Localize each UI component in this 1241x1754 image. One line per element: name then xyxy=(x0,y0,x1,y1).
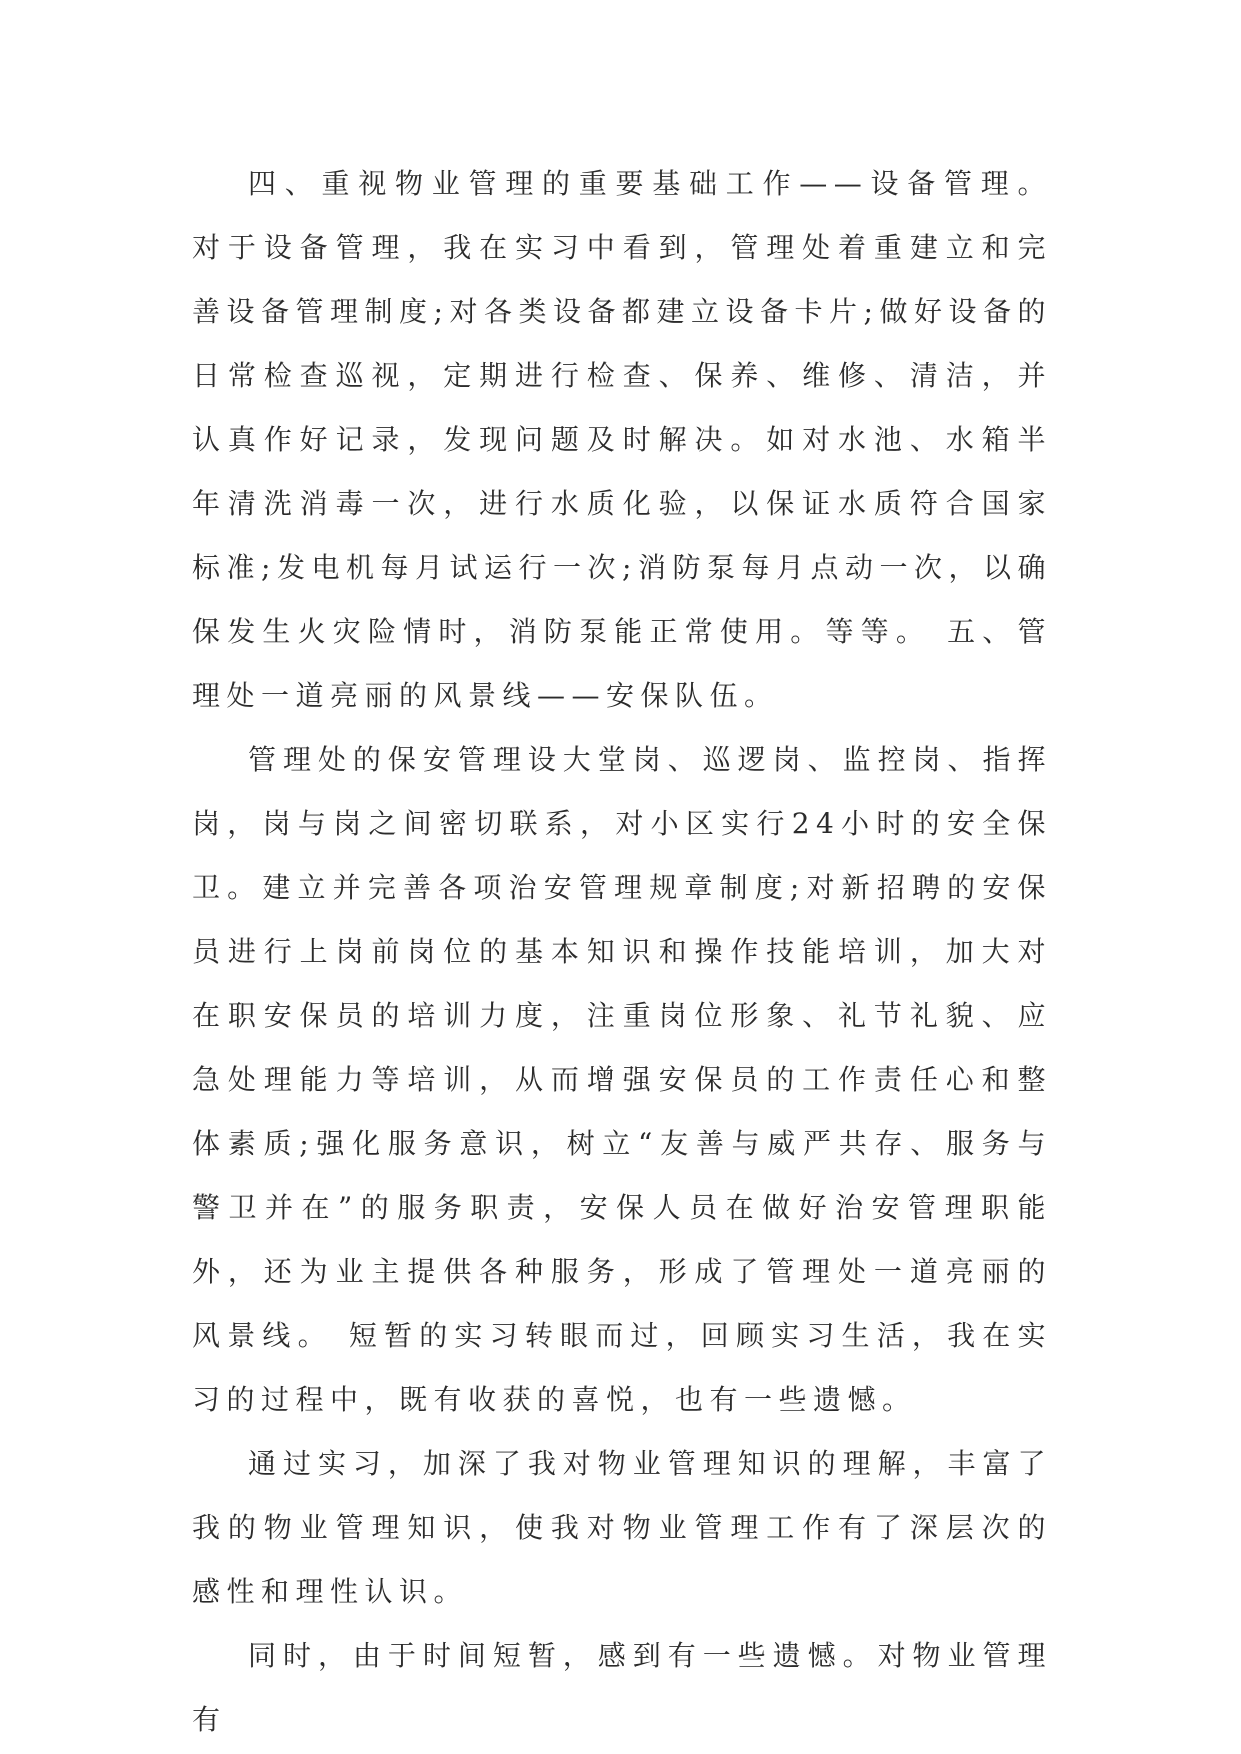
paragraph-internship-gains: 通过实习，加深了我对物业管理知识的理解，丰富了我的物业管理知识，使我对物业管理工作有了深层次的感性和理性认识。 xyxy=(192,1447,1052,1608)
paragraph-regrets: 同时，由于时间短暂，感到有一些遗憾。对物业管理有 xyxy=(192,1639,1052,1736)
document-body xyxy=(192,152,1052,1752)
paragraph-equipment-management: 四、重视物业管理的重要基础工作——设备管理。 对于设备管理，我在实习中看到，管理处着重建立和完善设备管理制度;对各类设备都建立设备卡片;做好设备的日常检查巡视，定期进行检查、保养、维修、清洁，并认真作好记录，发现问题及时解决。如对水池、水箱半年清洗消毒一次，进行水质化验，以保证水质符合国家标准;发电机每月试运行一次;消防泵每月点动一次，以确保发生火灾险情时，消防泵能正常使用。等等。 五、管理处一道亮丽的风景线——安保队伍。 xyxy=(192,167,1052,712)
paragraph-security-management: 管理处的保安管理设大堂岗、巡逻岗、监控岗、指挥岗，岗与岗之间密切联系，对小区实行24小时的安全保卫。建立并完善各项治安管理规章制度;对新招聘的安保员进行上岗前岗位的基本知识和操作技能培训，加大对在职安保员的培训力度，注重岗位形象、礼节礼貌、应急处理能力等培训，从而增强安保员的工作责任心和整体素质;强化服务意识，树立“友善与威严共存、服务与警卫并在”的服务职责，安保人员在做好治安管理职能外，还为业主提供各种服务，形成了管理处一道亮丽的风景线。 短暂的实习转眼而过，回顾实习生活，我在实习的过程中，既有收获的喜悦，也有一些遗憾。 xyxy=(192,743,1052,1416)
